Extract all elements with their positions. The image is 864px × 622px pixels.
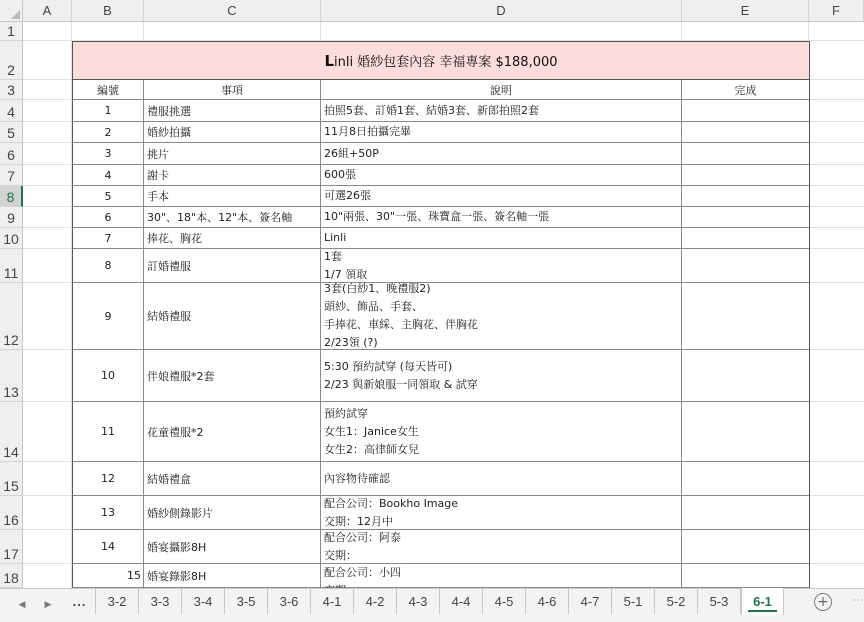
row-header[interactable]: 12 [0, 283, 23, 350]
sheet-tab-4-7[interactable]: 4-7 [569, 589, 612, 614]
table-row-desc[interactable] [321, 283, 682, 350]
desc-line: 預約試穿 [324, 406, 368, 420]
column-header[interactable]: E [682, 0, 809, 22]
table-row-item[interactable]: 婚宴錄影8H [144, 564, 321, 588]
table-row-desc[interactable] [321, 228, 682, 249]
desc-line: 10"兩張、30"一張、珠寶盒一張、簽名軸一張 [324, 210, 550, 223]
table-row-desc[interactable] [321, 350, 682, 402]
row-header[interactable]: 15 [0, 462, 23, 496]
table-row-desc[interactable] [321, 249, 682, 283]
desc-line: 配合公司：Bookho Image [324, 496, 459, 510]
desc-line: 頭紗、飾品、手套、 [324, 300, 423, 313]
table-row-desc[interactable] [321, 165, 682, 186]
table-row-number[interactable]: 3 [72, 143, 144, 165]
column-header[interactable]: F [809, 0, 864, 22]
table-row-done[interactable] [682, 402, 810, 462]
table-row-item[interactable]: 手本 [144, 186, 321, 207]
table-row-done[interactable] [682, 530, 810, 564]
add-sheet-icon[interactable] [814, 593, 832, 611]
row-header[interactable]: 5 [0, 122, 23, 143]
table-row-desc[interactable] [321, 564, 682, 588]
table-row-item[interactable]: 婚紗拍攝 [144, 122, 321, 143]
desc-line: 2/23領 (?) [324, 336, 378, 349]
table-row-number[interactable]: 7 [72, 228, 144, 249]
sheet-tab-3-4[interactable]: 3-4 [182, 589, 225, 614]
desc-line: 11月8日拍攝完畢 [324, 125, 411, 138]
table-row-item[interactable]: 婚紗側錄影片 [144, 496, 321, 530]
desc-line: 3套(白紗1、晚禮服2) [324, 282, 431, 295]
sheet-tab-4-5[interactable]: 4-5 [483, 589, 526, 614]
table-row-number[interactable]: 9 [72, 283, 144, 350]
table-row-desc[interactable] [321, 100, 682, 122]
sheet-tab-4-1[interactable]: 4-1 [311, 589, 354, 614]
add-sheet-label: + [817, 594, 829, 610]
table-row-number[interactable]: 15 [72, 564, 144, 588]
desc-line: 手捧花、車綵、主胸花、伴胸花 [324, 318, 478, 331]
row-header[interactable]: 4 [0, 100, 23, 122]
table-right-border [809, 80, 810, 588]
desc-line: 女生1：Janice女生 [324, 424, 419, 438]
row-header[interactable]: 6 [0, 143, 23, 165]
table-row-desc[interactable] [321, 496, 682, 530]
table-row-done[interactable] [682, 283, 810, 350]
table-row-number[interactable]: 6 [72, 207, 144, 228]
header-desc[interactable]: 說明 [321, 80, 682, 100]
title-prefix: L [324, 51, 335, 70]
header-done[interactable]: 完成 [682, 80, 810, 100]
table-row-number[interactable]: 13 [72, 496, 144, 530]
table-row-item[interactable]: 婚宴攝影8H [144, 530, 321, 564]
desc-line: 配合公司：阿泰 [324, 530, 401, 544]
table-row-done[interactable] [682, 496, 810, 530]
sheet-tab-3-3[interactable]: 3-3 [139, 589, 182, 614]
table-row-desc[interactable] [321, 462, 682, 496]
table-row-item[interactable]: 伴娘禮服*2套 [144, 350, 321, 402]
desc-line: 2/23 與新娘服一同領取 & 試穿 [324, 377, 478, 391]
column-header[interactable]: C [144, 0, 321, 22]
table-row-item[interactable]: 捧花、胸花 [144, 228, 321, 249]
table-row-done[interactable] [682, 350, 810, 402]
table-row-done[interactable] [682, 165, 810, 186]
tab-scroll-right-icon[interactable]: ▶ [44, 600, 52, 610]
table-row-desc[interactable] [321, 143, 682, 165]
table-row-done[interactable] [682, 207, 810, 228]
table-row-item[interactable]: 結婚禮盒 [144, 462, 321, 496]
sheet-tab-4-6[interactable]: 4-6 [526, 589, 569, 614]
sheet-tab-3-2[interactable]: 3-2 [96, 589, 139, 614]
header-item[interactable]: 事項 [144, 80, 321, 100]
table-row-item[interactable]: 訂婚禮服 [144, 249, 321, 283]
table-row-done[interactable] [682, 564, 810, 588]
table-row-done[interactable] [682, 100, 810, 122]
tab-scroll-left-icon[interactable]: ◀ [18, 600, 26, 610]
column-header[interactable]: A [23, 0, 72, 22]
table-row-item[interactable]: 禮服挑選 [144, 100, 321, 122]
table-row-done[interactable] [682, 462, 810, 496]
table-row-number[interactable]: 12 [72, 462, 144, 496]
title-text: inli 婚紗包套內容 幸福專案 $188,000 [334, 55, 558, 70]
row-header[interactable]: 16 [0, 496, 23, 530]
desc-line: 拍照5套、訂婚1套、結婚3套、新郎拍照2套 [324, 103, 539, 117]
table-row-desc[interactable] [321, 530, 682, 564]
sheet-tab-3-5[interactable]: 3-5 [225, 589, 268, 614]
select-all-triangle-icon [11, 10, 20, 19]
table-row-desc[interactable] [321, 402, 682, 462]
desc-line: 女生2：高律師女兒 [324, 442, 419, 456]
desc-line: 5:30 預約試穿 (每天皆可) [324, 359, 453, 373]
desc-line: 配合公司：小四 [324, 566, 401, 579]
sheet-tab-4-4[interactable]: 4-4 [440, 589, 483, 614]
row-header[interactable]: 14 [0, 402, 23, 462]
desc-line: 交期：12月中 [324, 514, 393, 528]
table-row-done[interactable] [682, 143, 810, 165]
table-row-desc[interactable] [321, 207, 682, 228]
tab-splitter-icon[interactable]: ⋮ [852, 595, 863, 605]
table-row-item[interactable]: 結婚禮服 [144, 283, 321, 350]
table-row-done[interactable] [682, 186, 810, 207]
row-header[interactable]: 1 [0, 22, 23, 41]
row-header[interactable]: 17 [0, 530, 23, 564]
row-header[interactable]: 7 [0, 165, 23, 186]
table-row-desc[interactable] [321, 186, 682, 207]
table-row-number[interactable]: 5 [72, 186, 144, 207]
table-row-desc[interactable] [321, 122, 682, 143]
sheet-tab-bar [0, 588, 864, 622]
desc-line: 交期： [324, 548, 357, 562]
table-row-done[interactable] [682, 249, 810, 283]
row-header[interactable]: 10 [0, 228, 23, 249]
table-row-done[interactable] [682, 228, 810, 249]
table-row-number[interactable]: 8 [72, 249, 144, 283]
desc-line: 26組+50P [324, 146, 379, 160]
row-header[interactable]: 11 [0, 249, 23, 283]
table-row-number[interactable]: 10 [72, 350, 144, 402]
desc-line: 1/7 領取 [324, 267, 368, 281]
sheet-tab-5-1[interactable]: 5-1 [612, 589, 655, 614]
tab-more[interactable]: ... [64, 589, 96, 614]
desc-line: 可選26張 [324, 189, 371, 202]
row-header[interactable]: 13 [0, 350, 23, 402]
table-row-item[interactable]: 30"、18"本、12"本、簽名軸 [144, 207, 321, 228]
table-row-item[interactable]: 花童禮服*2 [144, 402, 321, 462]
table-row-item[interactable]: 謝卡 [144, 165, 321, 186]
sheet-tab-4-2[interactable]: 4-2 [354, 589, 397, 614]
table-row-item[interactable]: 挑片 [144, 143, 321, 165]
desc-line: 內容物待確認 [324, 471, 390, 485]
sheet-tab-4-3[interactable]: 4-3 [397, 589, 440, 614]
table-row-number[interactable]: 4 [72, 165, 144, 186]
table-row-done[interactable] [682, 122, 810, 143]
desc-line: Linli [324, 231, 347, 244]
sheet-tab-6-1[interactable]: 6-1 [741, 588, 784, 615]
desc-line: 600張 [324, 168, 356, 181]
row-header[interactable]: 8 [0, 186, 23, 207]
sheet-tab-3-6[interactable]: 3-6 [268, 589, 311, 614]
sheet-tab-5-2[interactable]: 5-2 [655, 589, 698, 614]
title-cell[interactable] [72, 41, 810, 80]
table-row-number[interactable]: 11 [72, 402, 144, 462]
table-row-number[interactable]: 1 [72, 100, 144, 122]
desc-line: 1套 [324, 249, 342, 263]
table-row-number[interactable]: 14 [72, 530, 144, 564]
column-header[interactable]: D [321, 0, 682, 22]
row-header[interactable]: 9 [0, 207, 23, 228]
sheet-tab-5-3[interactable]: 5-3 [698, 589, 741, 614]
table-row-number[interactable]: 2 [72, 122, 144, 143]
row-header[interactable]: 18 [0, 564, 23, 588]
select-all-corner[interactable] [0, 0, 23, 22]
header-no[interactable]: 編號 [72, 80, 144, 100]
row-header[interactable]: 2 [0, 41, 23, 80]
row-header[interactable]: 3 [0, 80, 23, 100]
column-header[interactable]: B [72, 0, 144, 22]
